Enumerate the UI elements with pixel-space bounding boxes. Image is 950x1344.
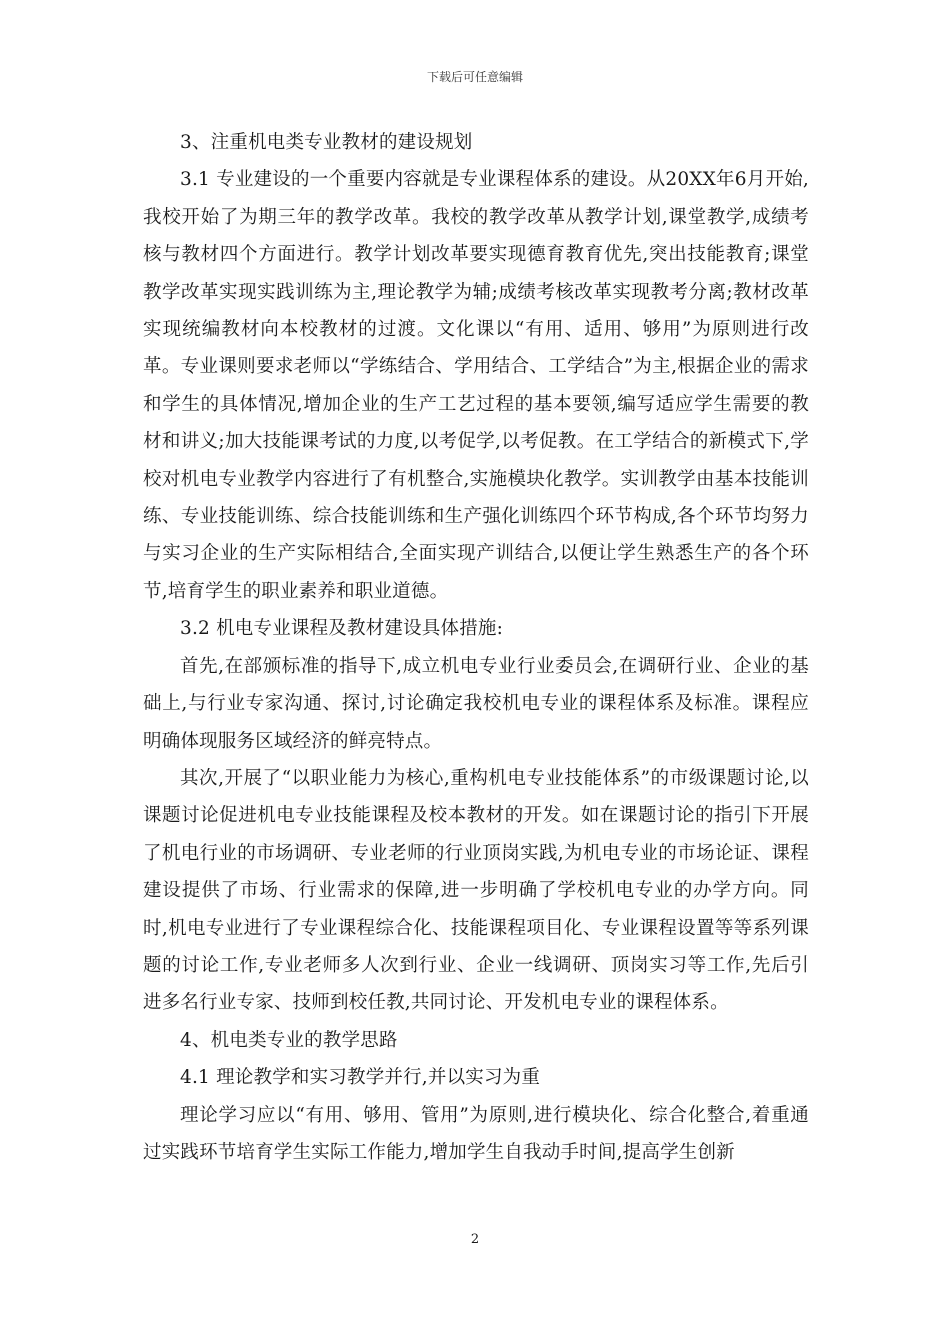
body-paragraph: 首先,在部颁标准的指导下,成立机电专业行业委员会,在调研行业、企业的基础上,与行业专家沟通、探讨,讨论确定我校机电专业的课程体系及标准。课程应明确体现服务区域经济的鲜亮特点。 bbox=[143, 655, 809, 752]
page-number: 2 bbox=[470, 1232, 480, 1247]
body-paragraph: 理论学习应以“有用、够用、管用”为原则,进行模块化、综合化整合,着重通过实践环节培育学生实际工作能力,增加学生自我动手时间,提高学生创新 bbox=[143, 1104, 809, 1163]
body-paragraph: 3.1 专业建设的一个重要内容就是专业课程体系的建设。从20XX年6月开始,我校开始了为期三年的教学改革。我校的教学改革从教学计划,课堂教学,成绩考核与教材四个方面进行。教学计划改革要实现德育教育优先,突出技能教育;课堂教学改革实现实践训练为主,理论教学为辅;成绩考核改革实现教考分离;教材改革实现统编教材向本校教材的过渡。文化课以“有用、适用、够用”为原则进行改革。专业课则要求老师以“学练结合、学用结合、工学结合”为主,根据企业的需求和学生的具体情况,增加企业的生产工艺过程的基本要领,编写适应学生需要的教材和讲义;加大技能课考试的力度,以考促学,以考促教。在工学结合的新模式下,学校对机电专业教学内容进行了有机整合,实施模块化教学。实训教学由基本技能训练、专业技能训练、综合技能训练和生产强化训练四个环节构成,各个环节均努力与实习企业的生产实际相结合,全面实现产训结合,以便让学生熟悉生产的各个环节,培育学生的职业素养和职业道德。 bbox=[143, 169, 809, 602]
document-body bbox=[143, 124, 809, 1171]
page-header: 下载后可任意编辑 bbox=[426, 70, 523, 84]
subsection-heading: 4.1 理论教学和实习教学并行,并以实习为重 bbox=[180, 1067, 541, 1089]
section-heading: 4、机电类专业的教学思路 bbox=[180, 1029, 398, 1051]
section-heading: 3、注重机电类专业教材的建设规划 bbox=[180, 132, 473, 153]
body-paragraph: 其次,开展了“以职业能力为核心,重构机电专业技能体系”的市级课题讨论,以课题讨论促进机电专业技能课程及校本教材的开发。如在课题讨论的指引下开展了机电行业的市场调研、专业老师的行业顶岗实践,为机电专业的市场论证、课程建设提供了市场、行业需求的保障,进一步明确了学校机电专业的办学方向。同时,机电专业进行了专业课程综合化、技能课程项目化、专业课程设置等等系列课题的讨论工作,专业老师多人次到行业、企业一线调研、顶岗实习等工作,先后引进多名行业专家、技师到校任教,共同讨论、开发机电专业的课程体系。 bbox=[143, 767, 809, 1014]
subsection-heading: 3.2 机电专业课程及教材建设具体措施: bbox=[180, 618, 504, 640]
